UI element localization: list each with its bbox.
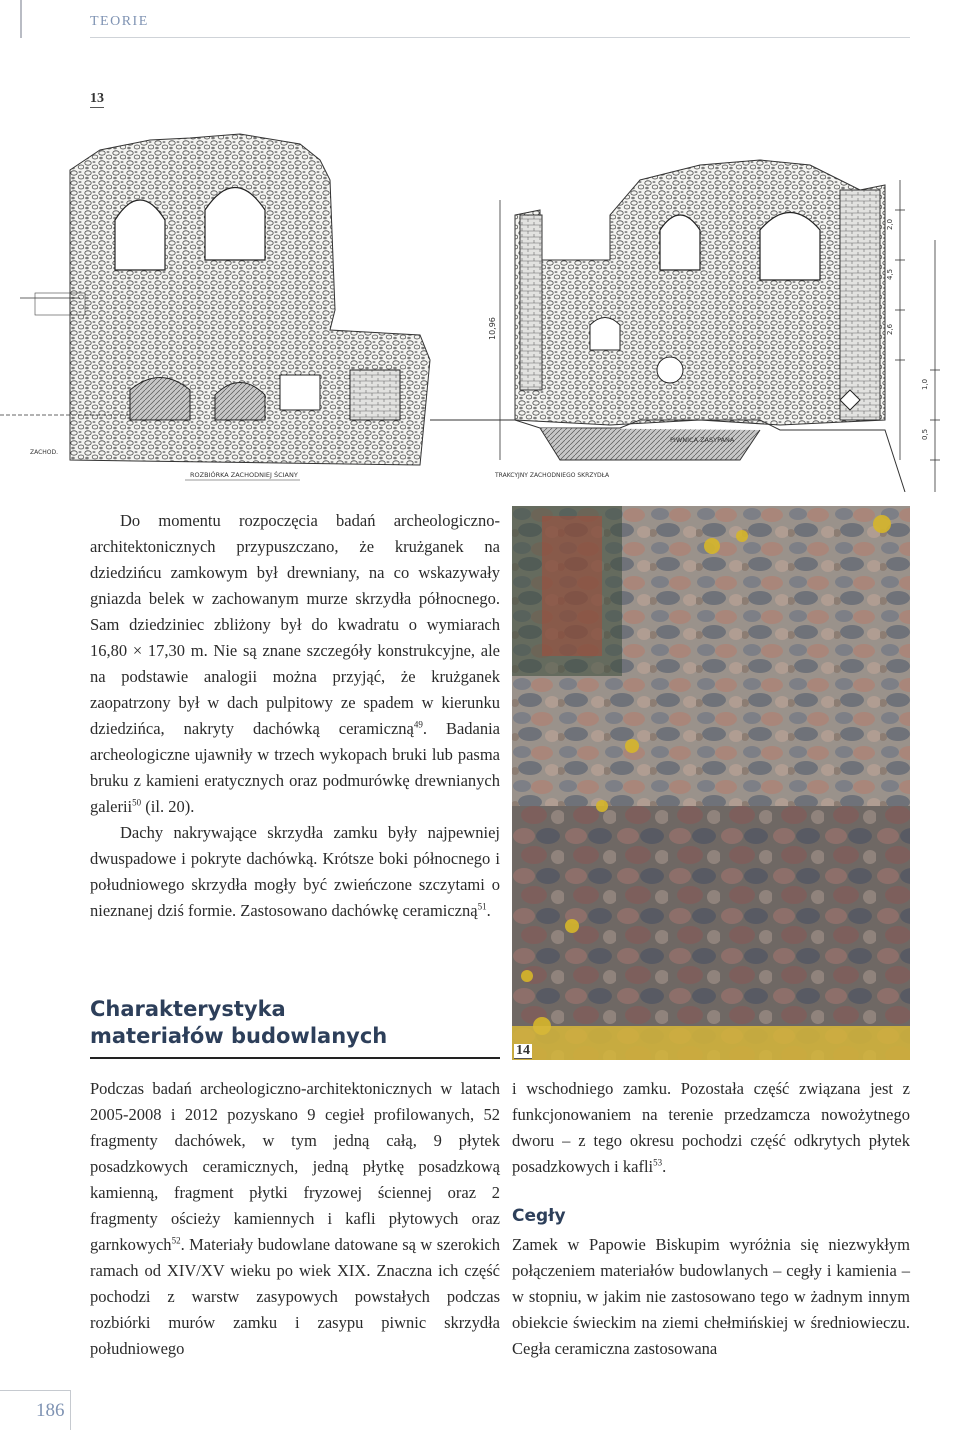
drawing-caption-left: ROZBIÓRKA ZACHODNIEJ ŚCIANY: [190, 471, 298, 479]
drawing-dim-4: 1,0: [921, 378, 929, 390]
drawing-dim-2: 4,5: [886, 268, 894, 280]
figure-13-elevation-drawing: [0, 120, 960, 492]
materials-text-right: [512, 1076, 910, 1180]
bricks-text: [512, 1232, 910, 1362]
paragraph-roofs: Dachy nakrywające skrzydła zamku były najpewniej dwuspadowe i pokryte dachówką. Krótsze boki północnego i południowego skrzydła mogły być zwieńczone szczytami o nieznanej dziś formie. Zastosowano dachówkę ceramiczną$^{51}$.: [90, 823, 500, 920]
intro-text-block: [90, 508, 500, 924]
section-heading-line-1: Charakterystyka: [90, 997, 286, 1021]
figure-14-stone-wall-photo: [512, 506, 910, 1060]
drawing-dim-3: 2,6: [886, 323, 894, 335]
header-rule: [90, 37, 910, 38]
figure-14-number: 14: [516, 1043, 530, 1058]
drawing-label-left-small: ZACHOD.: [30, 449, 59, 456]
section-label: TEORIE: [90, 14, 149, 29]
section-heading: [90, 996, 500, 1050]
paragraph-cloister: Do momentu rozpoczęcia badań archeologiczno-architektonicznych przypuszczano, że krużganek na dziedzińcu zamkowym był drewniany, na co wskazywały gniazda belek w zachowanym murze skrzydła północnego. Sam dziedziniec zbliżony był do kwadratu o wymiarach 16,80 × 17,30 m. Nie są znane szczegóły konstrukcyjne, ale na podstawie analogii można przyjąć, że krużganek zaopatrzony był w dach pulpitowy ze spadem w kierunku dziedzińca, nakryty dachówką ceramiczną$^{49}$. Badania archeologiczne ujawniły w trzech wykopach bruki lub pasma bruku z kamieni eratycznych oraz podmurówkę drewnianych galerii$^{50}$ (il. 20).: [90, 511, 500, 816]
section-heading-line-2: materiałów budowlanych: [90, 1024, 388, 1048]
drawing-caption-center: PIWNICA ZASYPANA: [670, 436, 735, 444]
drawing-dim-1: 2,0: [886, 218, 894, 230]
figure-13-number: 13: [90, 91, 104, 106]
paragraph-bricks: Zamek w Papowie Biskupim wyróżnia się niezwykłym połączeniem materiałów budowlanych – cegły i kamienia – w stopniu, w jakim nie zastosowano tego w żadnym innym obiekcie świeckim na ziemi chełmińskiej w średniowieczu. Cegła ceramiczna zastosowana: [512, 1235, 910, 1358]
paragraph-materials-continued: i wschodniego zamku. Pozostała część związana jest z funkcjonowaniem na terenie przedzamcza nowożytnego dworu – z tego okresu pochodzi część odkrytych płytek posadzkowych i kafli$^{53}$.: [512, 1079, 910, 1176]
materials-text-left: [90, 1076, 500, 1362]
header-accent-bar: [20, 0, 22, 38]
subheading-bricks: Cegły: [512, 1206, 566, 1226]
page-number: 186: [36, 1400, 65, 1421]
section-heading-rule: [90, 1057, 500, 1059]
drawing-dim-5: 0,5: [921, 428, 929, 440]
drawing-dim-vertical: 10,96: [488, 317, 497, 340]
paragraph-materials: Podczas badań archeologiczno-architektonicznych w latach 2005-2008 i 2012 pozyskano 9 cegieł profilowanych, 52 fragmenty dachówek, w tym jedną całą, 9 płytek posadzkowych ceramicznych, jedną płytkę posadzkową kamienną, fragment płytki fryzowej ściennej oraz 2 fragmenty ościeży kamiennych i kafli płytowych oraz garnkowych$^{52}$. Materiały budowlane datowane są w szerokich ramach od XIV/XV wieku po wiek XIX. Znaczna ich część pochodzi z warstw zasypowych powstałych podczas rozbiórki murów zamku i zasypu piwnic skrzydła południowego: [90, 1079, 500, 1358]
drawing-caption-right: TRAKCYJNY ZACHODNIEGO SKRZYDŁA: [495, 472, 610, 479]
